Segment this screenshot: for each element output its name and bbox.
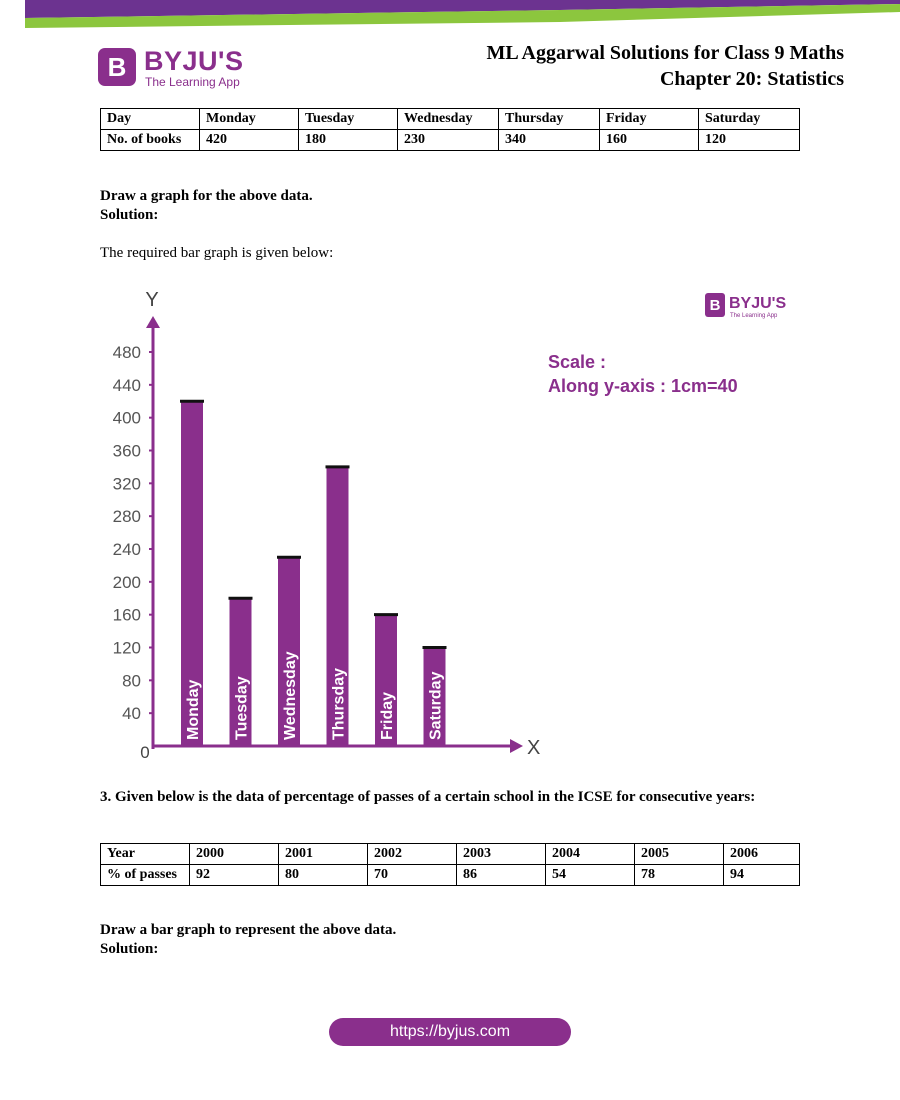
table-cell: 92 — [190, 865, 279, 886]
y-tick-label: 200 — [112, 572, 141, 592]
table-cell: 2001 — [279, 844, 368, 865]
table-cell: 94 — [724, 865, 800, 886]
table-cell: Year — [101, 844, 190, 865]
footer-url-link[interactable]: https://byjus.com — [329, 1018, 571, 1046]
table-row — [101, 844, 800, 865]
logo-brand-name: BYJU'S — [144, 46, 244, 76]
y-tick-label: 440 — [112, 375, 141, 395]
table-cell: Wednesday — [398, 109, 499, 130]
logo-tagline: The Learning App — [145, 75, 240, 89]
origin-label: 0 — [140, 743, 150, 762]
table-cell: 78 — [635, 865, 724, 886]
y-axis-label: Y — [145, 289, 159, 311]
y-tick-label: 40 — [122, 704, 141, 724]
table-cell: 340 — [499, 130, 600, 151]
pass-percentage-table — [100, 843, 800, 886]
logo-mark: B — [98, 48, 136, 86]
page-header-title — [487, 40, 844, 92]
table-cell: No. of books — [101, 130, 200, 151]
chart-watermark-logo — [705, 293, 786, 319]
y-ticks — [113, 343, 153, 723]
table-cell: 2002 — [368, 844, 457, 865]
y-tick-label: 360 — [112, 441, 141, 461]
table-cell: 160 — [600, 130, 699, 151]
q2-solution-label: Solution: — [100, 207, 159, 223]
y-tick-label: 280 — [112, 507, 141, 527]
table-row — [101, 130, 800, 151]
table-cell: 54 — [546, 865, 635, 886]
table-cell: 70 — [368, 865, 457, 886]
y-tick-label: 120 — [112, 638, 141, 658]
table-cell: Friday — [600, 109, 699, 130]
bars — [180, 401, 447, 746]
svg-text:B: B — [709, 297, 721, 314]
top-decorative-bar — [0, 0, 900, 28]
q2-intro-text: The required bar graph is given below: — [100, 245, 334, 261]
table-cell: 420 — [200, 130, 299, 151]
table-cell: Saturday — [699, 109, 800, 130]
x-axis-label: X — [527, 737, 541, 759]
table-cell: 230 — [398, 130, 499, 151]
watermark-brand: BYJU'S — [729, 295, 787, 312]
scale-line1: Scale : — [548, 352, 607, 372]
table-cell: 2006 — [724, 844, 800, 865]
byjus-logo — [98, 48, 248, 92]
bar-category-label: Wednesday — [282, 651, 299, 740]
y-tick-label: 160 — [112, 605, 141, 625]
table-cell: 2003 — [457, 844, 546, 865]
y-tick-label: 80 — [122, 671, 141, 691]
table-cell: Thursday — [499, 109, 600, 130]
table-cell: % of passes — [101, 865, 190, 886]
table-cell: Day — [101, 109, 200, 130]
table-cell: Monday — [200, 109, 299, 130]
q2-instruction: Draw a graph for the above data. — [100, 188, 313, 204]
table-cell: Tuesday — [299, 109, 398, 130]
y-tick-label: 320 — [112, 474, 141, 494]
q3-instruction: Draw a bar graph to represent the above data. — [100, 922, 397, 938]
table-cell: 120 — [699, 130, 800, 151]
bar-category-label: Friday — [379, 691, 396, 740]
table-row — [101, 109, 800, 130]
bar-category-label: Monday — [185, 679, 202, 740]
table-cell: 2004 — [546, 844, 635, 865]
y-tick-label: 240 — [112, 540, 141, 559]
y-tick-label: 400 — [112, 408, 141, 428]
books-bar-chart — [95, 282, 815, 762]
watermark-tagline: The Learning App — [730, 313, 778, 319]
table-cell: 2005 — [635, 844, 724, 865]
table-cell: 2000 — [190, 844, 279, 865]
scale-line2: Along y-axis : 1cm=40 — [548, 376, 738, 396]
table-cell: 80 — [279, 865, 368, 886]
q3-question: 3. Given below is the data of percentage of passes of a certain school in the ICSE for consecutive years: — [100, 789, 756, 805]
bar-category-label: Saturday — [427, 671, 445, 740]
header-title-line2: Chapter 20: Statistics — [659, 68, 844, 90]
header-title-line1: ML Aggarwal Solutions for Class 9 Maths — [486, 42, 844, 64]
bar-category-label: Thursday — [330, 667, 348, 740]
y-tick-label: 480 — [112, 343, 141, 362]
table-cell: 86 — [457, 865, 546, 886]
q3-solution-label: Solution: — [100, 941, 159, 957]
bar-category-label: Tuesday — [233, 676, 251, 740]
table-row — [101, 865, 800, 886]
y-axis — [146, 316, 160, 749]
books-per-day-table — [100, 108, 800, 151]
table-cell: 180 — [299, 130, 398, 151]
